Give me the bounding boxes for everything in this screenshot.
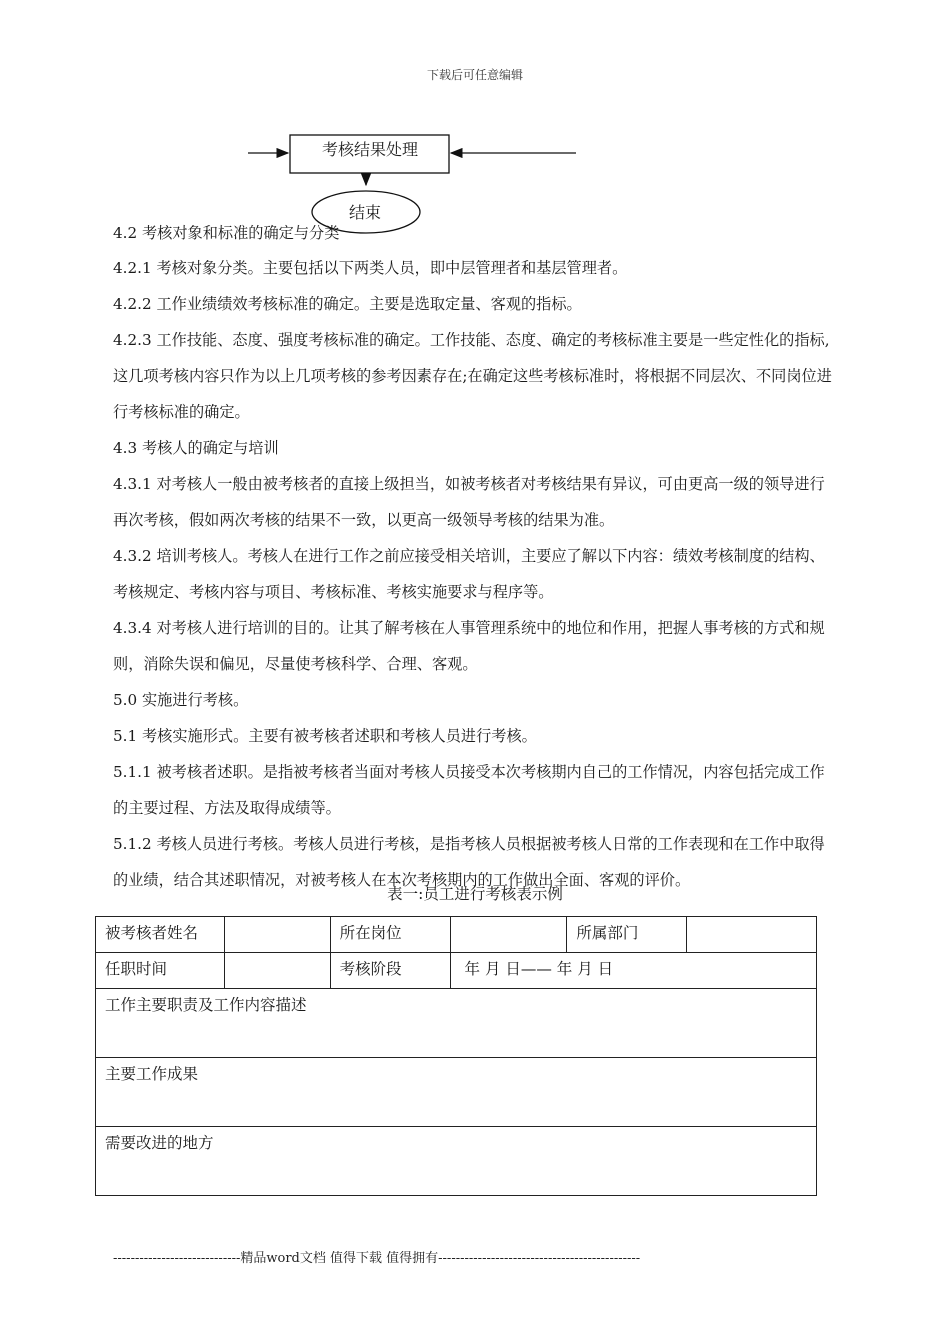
table-row (96, 953, 817, 989)
section-4-2-3: 4.2.3 工作技能、态度、强度考核标准的确定。工作技能、态度、确定的考核标准主要是一些定性化的指标,这几项考核内容只作为以上几项考核的参考因素存在;在确定这些考核标准时，将根据不同层次、不同岗位进行考核标准的确定。 (113, 331, 832, 421)
section-5-0: 5.0 实施进行考核。 (113, 691, 249, 709)
flowchart-fragment (0, 0, 950, 240)
label-assessment-period: 考核阶段 (330, 953, 450, 989)
table-caption: 表一:员工进行考核表示例 (387, 885, 563, 903)
page-header: 下载后可任意编辑 (426, 68, 523, 82)
section-improvements: 需要改进的地方 (96, 1127, 817, 1196)
section-duties-description: 工作主要职责及工作内容描述 (96, 989, 817, 1058)
label-position: 所在岗位 (330, 917, 450, 953)
section-5-1: 5.1 考核实施形式。主要有被考核者述职和考核人员进行考核。 (113, 727, 537, 745)
assessment-form-table (95, 916, 817, 1196)
section-4-2: 4.2 考核对象和标准的确定与分类 (113, 224, 340, 242)
value-employee-name (224, 917, 330, 953)
section-4-3-4: 4.3.4 对考核人进行培训的目的。让其了解考核在人事管理系统中的地位和作用，把握人事考核的方式和规则，消除失误和偏见，尽量使考核科学、合理、客观。 (113, 619, 825, 673)
document-body (113, 216, 833, 898)
section-4-3: 4.3 考核人的确定与培训 (113, 439, 279, 457)
section-main-results: 主要工作成果 (96, 1058, 817, 1127)
end-label: 结束 (348, 203, 381, 222)
page-footer: -----------------------------精品word文档 值得下载 值得拥有---------------------------------------------- (113, 1251, 641, 1266)
flowchart-lines (0, 0, 950, 240)
section-5-1-1: 5.1.1 被考核者述职。是指被考核者当面对考核人员接受本次考核期内自己的工作情况，内容包括完成工作的主要过程、方法及取得成绩等。 (113, 763, 825, 817)
value-tenure (224, 953, 330, 989)
value-position (450, 917, 567, 953)
value-assessment-period: 年 月 日—— 年 月 日 (450, 953, 816, 989)
table-row (96, 1127, 817, 1196)
section-5-1-2: 5.1.2 考核人员进行考核。考核人员进行考核，是指考核人员根据被考核人日常的工作表现和在工作中取得的业绩，结合其述职情况，对被考核人在本次考核期内的工作做出全面、客观的评价。 (113, 835, 825, 889)
section-4-3-1: 4.3.1 对考核人一般由被考核者的直接上级担当，如被考核者对考核结果有异议，可由更高一级的领导进行再次考核，假如两次考核的结果不一致，以更高一级领导考核的结果为准。 (113, 475, 825, 529)
label-tenure: 任职时间 (96, 953, 225, 989)
label-employee-name: 被考核者姓名 (96, 917, 225, 953)
section-4-2-2: 4.2.2 工作业绩绩效考核标准的确定。主要是选取定量、客观的指标。 (113, 295, 582, 313)
table-row (96, 1058, 817, 1127)
label-department: 所属部门 (567, 917, 687, 953)
table-row (96, 989, 817, 1058)
section-4-2-1: 4.2.1 考核对象分类。主要包括以下两类人员，即中层管理者和基层管理者。 (113, 259, 628, 277)
result-processing-label: 考核结果处理 (321, 140, 418, 159)
section-4-3-2: 4.3.2 培训考核人。考核人在进行工作之前应接受相关培训，主要应了解以下内容：绩效考核制度的结构、考核规定、考核内容与项目、考核标准、考核实施要求与程序等。 (113, 547, 825, 601)
value-department (687, 917, 817, 953)
table-row (96, 917, 817, 953)
